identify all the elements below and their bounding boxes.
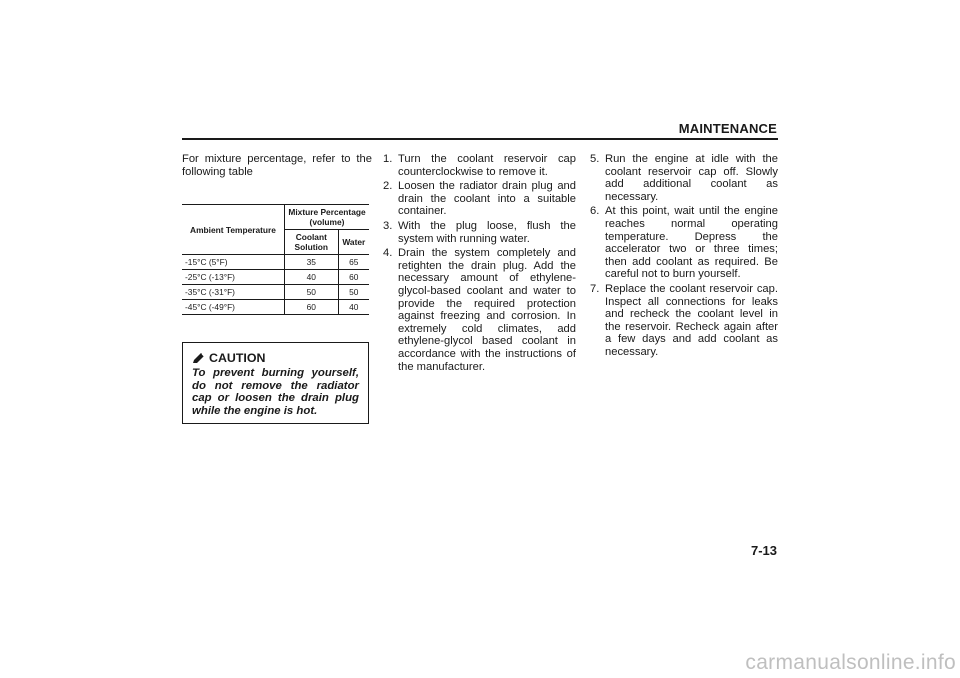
step-text: Loosen the radiator drain plug and drain the coolant into a suitable container. (398, 180, 576, 218)
step-text: At this point, wait until the engine reaches normal operating temperature. Depress the accelerator two or three times; then add coolant as required. Be careful not to burn yourself. (605, 205, 778, 281)
table-cell-coolant: 40 (285, 270, 339, 285)
list-item (590, 205, 778, 281)
page-number: 7-13 (750, 543, 777, 558)
header-rule (182, 138, 778, 140)
middle-column (383, 153, 576, 375)
table-cell-coolant: 35 (285, 255, 339, 270)
watermark[interactable]: carmanualsonline.info (745, 651, 956, 674)
coolant-mixture-table (182, 204, 369, 315)
step-number: 5. (590, 153, 600, 165)
caution-heading (192, 351, 359, 365)
table-cell-water: 50 (338, 285, 369, 300)
section-title: MAINTENANCE (678, 121, 777, 136)
step-number: 3. (383, 219, 393, 232)
table-row (182, 255, 369, 270)
list-item (383, 220, 576, 245)
list-item (383, 153, 576, 178)
step-text: Turn the coolant reservoir cap counterclockwise to remove it. (398, 153, 576, 178)
step-number: 1. (383, 153, 393, 165)
caution-title: CAUTION (209, 351, 266, 365)
list-item (590, 153, 778, 203)
list-item (383, 180, 576, 218)
table-row (182, 270, 369, 285)
table-cell-water: 60 (338, 270, 369, 285)
step-text: Drain the system completely and retighten the drain plug. Add the necessary amount of ethylene-glycol-based coolant and water to provide the required protection against freezing and corrosion. In extremely cold climates, add ethylene-glycol based coolant in accordance with the instructions of the manufacturer. (398, 247, 576, 373)
header-ambient-temperature: Ambient Temperature (182, 205, 285, 255)
table-cell-coolant: 60 (285, 300, 339, 315)
header-coolant-solution: Coolant Solution (285, 230, 339, 255)
table-cell-water: 65 (338, 255, 369, 270)
step-text: Replace the coolant reservoir cap. Inspect all connections for leaks and recheck the coolant level in the reservoir. Recheck again after a few days and add coolant as necessary. (605, 282, 778, 358)
table-row (182, 300, 369, 315)
header-water: Water (338, 230, 369, 255)
table-cell-temp: -25°C (-13°F) (182, 270, 285, 285)
table-cell-temp: -45°C (-49°F) (182, 300, 285, 315)
steps-list (590, 153, 778, 359)
left-column (182, 153, 372, 178)
caution-text: To prevent burning yourself, do not remove the radiator cap or loosen the drain plug while the engine is hot. (192, 367, 359, 417)
list-item (590, 283, 778, 359)
header-mixture-percentage: Mixture Percentage (volume) (285, 205, 370, 230)
list-item (383, 247, 576, 373)
step-text: Run the engine at idle with the coolant reservoir cap off. Slowly add additional coolant as necessary. (605, 153, 778, 203)
right-column (590, 153, 778, 361)
table-cell-coolant: 50 (285, 285, 339, 300)
step-number: 7. (590, 282, 600, 295)
caution-box (182, 342, 369, 424)
step-number: 2. (383, 180, 393, 193)
table-cell-temp: -35°C (-31°F) (182, 285, 285, 300)
table-row (182, 285, 369, 300)
pencil-icon (192, 352, 206, 364)
table-cell-water: 40 (338, 300, 369, 315)
step-text: With the plug loose, flush the system with running water. (398, 219, 576, 245)
step-number: 6. (590, 205, 600, 218)
intro-text: For mixture percentage, refer to the following table (182, 153, 372, 178)
table-cell-temp: -15°C (5°F) (182, 255, 285, 270)
steps-list (383, 153, 576, 373)
step-number: 4. (383, 247, 393, 260)
